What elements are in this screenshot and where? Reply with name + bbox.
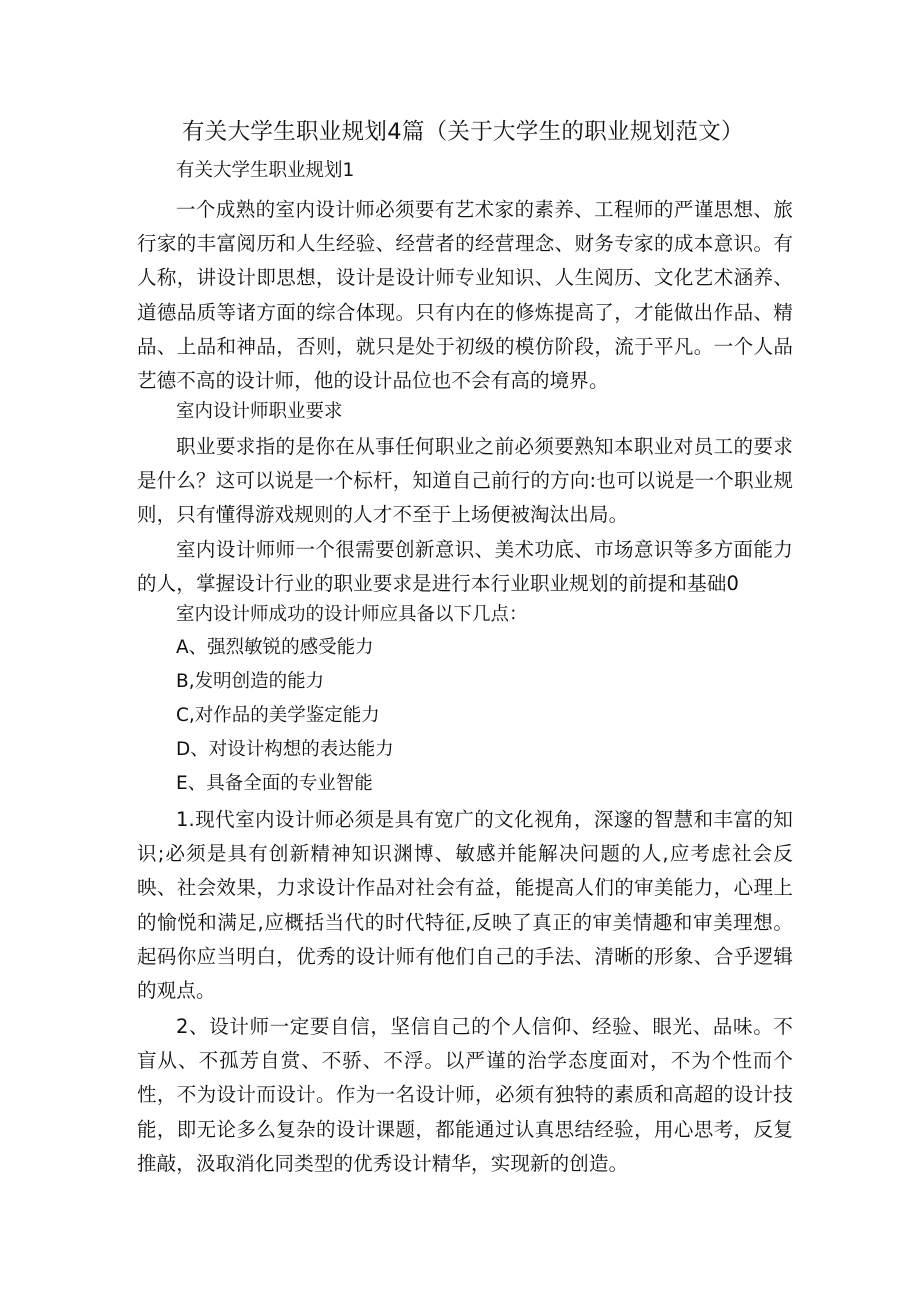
paragraph-point-2: 2、设计师一定要自信，坚信自己的个人信仰、经验、眼光、品味。不盲从、不孤芳自赏、不骄、不浮。以严谨的治学态度面对，不为个性而个性，不为设计而设计。作为一名设计师，必须有独特的素质和高超的设计技能，即无论多么复杂的设计课题，都能通过认真思结经验，用心思考，反复推敲，汲取消化同类型的优秀设计精华，实现新的创造。 [137,1015,793,1175]
list-item: D、对设计构想的表达能力 [176,739,394,760]
document-title: 有关大学生职业规划4篇（关于大学生的职业规划范文） [182,119,744,145]
list-item: B,发明创造的能力 [176,671,325,692]
section-heading-requirements: 室内设计师职业要求 [176,401,343,422]
section-subtitle: 有关大学生职业规划1 [176,160,355,181]
paragraph-intro: 一个成熟的室内设计师必须要有艺术家的素养、工程师的严谨思想、旅行家的丰富阅历和人生经验、经营者的经营理念、财务专家的成本意识。有人称，讲设计即思想，设计是设计师专业知识、人生阅历、文化艺术涵养、道德品质等诸方面的综合体现。只有内在的修炼提高了，才能做出作品、精品、上品和神品，否则，就只是处于初级的模仿阶段，流于平凡。一个人品艺德不高的设计师，他的设计品位也不会有高的境界。 [137,198,793,393]
paragraph-designer-skills: 室内设计师师一个很需要创新意识、美术功底、市场意识等多方面能力的人，掌握设计行业的职业要求是进行本行业职业规划的前提和基础0 [137,538,793,596]
paragraph-requirements: 职业要求指的是你在从事任何职业之前必须要熟知本职业对员工的要求是什么？这可以说是一个标杆，知道自己前行的方向:也可以说是一个职业规则，只有懂得游戏规则的人才不至于上场便被淘汰出局。 [137,435,793,527]
list-item: A、强烈敏锐的感受能力 [176,637,374,658]
section-heading-success: 室内设计师成功的设计师应具备以下几点： [176,604,528,625]
paragraph-point-1: 1.现代室内设计师必须是具有宽广的文化视角，深邃的智慧和丰富的知识;必须是具有创新精神知识渊博、敏感并能解决问题的人,应考虑社会反映、社会效果，力求设计作品对社会有益，能提高人们的审美能力，心理上的愉悦和满足,应概括当代的时代特征,反映了真正的审美情趣和审美理想。起码你应当明白，优秀的设计师有他们自己的手法、清晰的形象、合乎逻辑的观点。 [137,808,793,1003]
list-item: C,对作品的美学鉴定能力 [176,705,380,726]
list-item: E、具备全面的专业智能 [176,773,373,794]
